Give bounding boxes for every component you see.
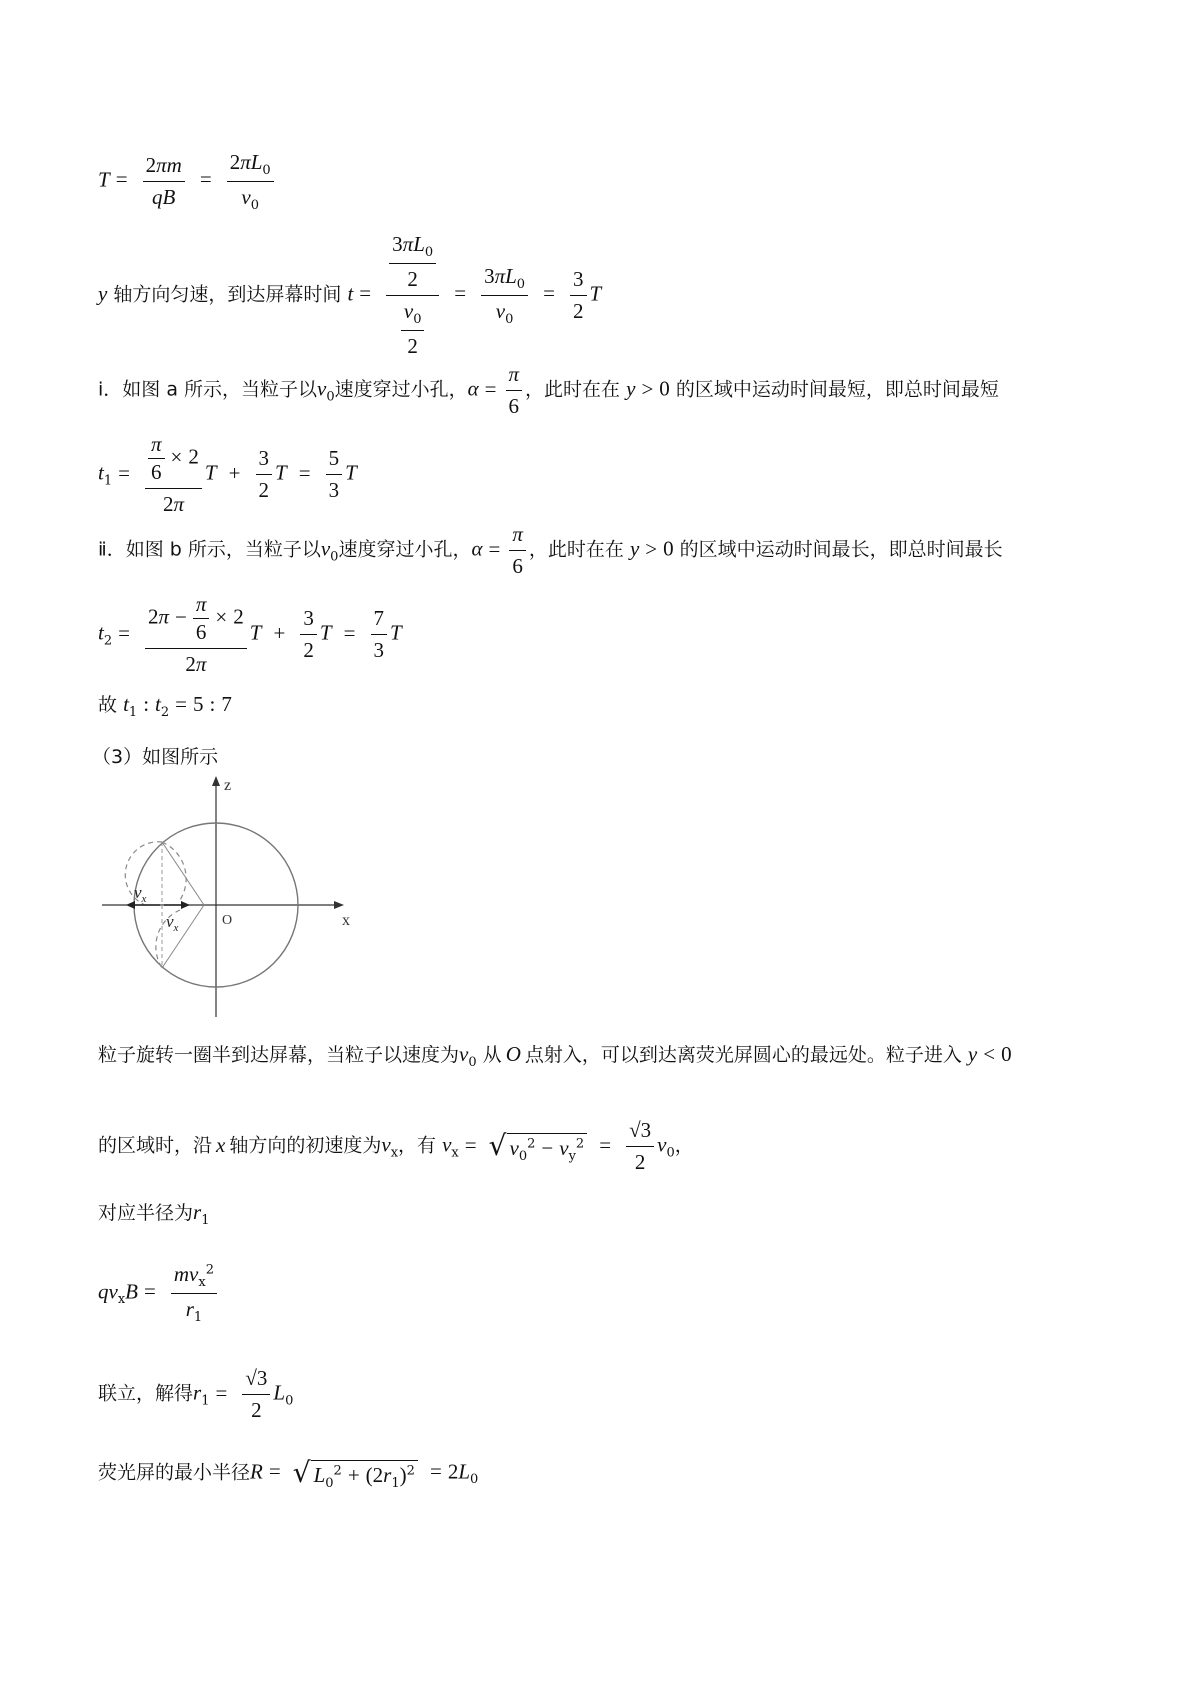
t1-formula: $t_1$ = $\frac{\pi}{6}$ × 2 2π T + $\frac{3}{2}$ T = $\frac{5}{3}$ T <box>98 432 357 516</box>
case-i-text: i．如图 a 所示，当粒子以$v_0$速度穿过小孔，α = $\frac{\pi}{6}$ ，此时在在 y > 0 的区域中运动时间最短，即总时间最短 <box>98 362 999 418</box>
period-formula: T = $\frac{2\pi m}{qB}$ = $\frac{2\pi L_0}{v_0}$ <box>98 150 277 213</box>
radius-label-line: 对应半径为$r_1$ <box>98 1200 210 1228</box>
vx-arrow-right-head <box>181 901 190 909</box>
time-to-screen-formula: y 轴方向匀速，到达屏幕时间 t = $\frac{\frac{3\pi L_0}{2}}{\frac{v_0}{2}}$ = $\frac{3\pi L_0}{v_0}$ = $\frac{3}{2}$ T <box>98 232 602 358</box>
min-radius-result: 荧光屏的最小半径R = √ $L_0^2 + (2r_1)^2 = 2L_0$ <box>98 1456 479 1491</box>
trajectory-figure <box>100 772 360 1022</box>
origin-label: O <box>222 913 233 928</box>
vx-formula-line: 的区域时，沿 x 轴方向的初速度为$v_x$，有 $v_x$ = √ $v_0^2 - v_y^2$ = $\frac{√3}{2}$ $v_0$， <box>98 1118 694 1174</box>
rotation-paragraph: 粒子旋转一圈半到达屏幕，当粒子以速度为$v_0$ 从 O 点射入，可以到达离荧光屏圆心的最远处。粒子进入 y < 0 <box>98 1042 1012 1070</box>
x-axis-label: x <box>342 912 350 929</box>
ratio-line: 故 $t_1$ : $t_2 = 5$ : 7 <box>98 692 232 720</box>
z-axis-label: z <box>224 777 232 794</box>
vx-arrow-left-head <box>126 901 135 909</box>
part3-heading: （3）如图所示 <box>92 746 219 768</box>
upper-dashed-arc <box>162 842 186 900</box>
vx-label-right: $v_x$ <box>166 912 179 934</box>
force-formula: $qv_xB$ = $\frac{mv_x^2}{r_1}$ <box>98 1262 220 1325</box>
z-axis-arrow <box>212 776 220 786</box>
x-axis-arrow <box>334 901 344 909</box>
r1-result: 联立，解得$r_1$ = $\frac{√3}{2}$ $L_0$ <box>98 1366 294 1422</box>
t2-formula: $t_2$ = 2π − $\frac{\pi}{6}$ × 2 2π T + $\frac{3}{2}$ T = $\frac{7}{3}$ T <box>98 592 402 676</box>
vx-label-left: $v_x$ <box>134 883 147 905</box>
case-ii-text: ⅱ．如图 b 所示，当粒子以$v_0$速度穿过小孔，α = $\frac{\pi}{6}$ ，此时在在 y > 0 的区域中运动时间最长，即总时间最长 <box>98 522 1003 578</box>
